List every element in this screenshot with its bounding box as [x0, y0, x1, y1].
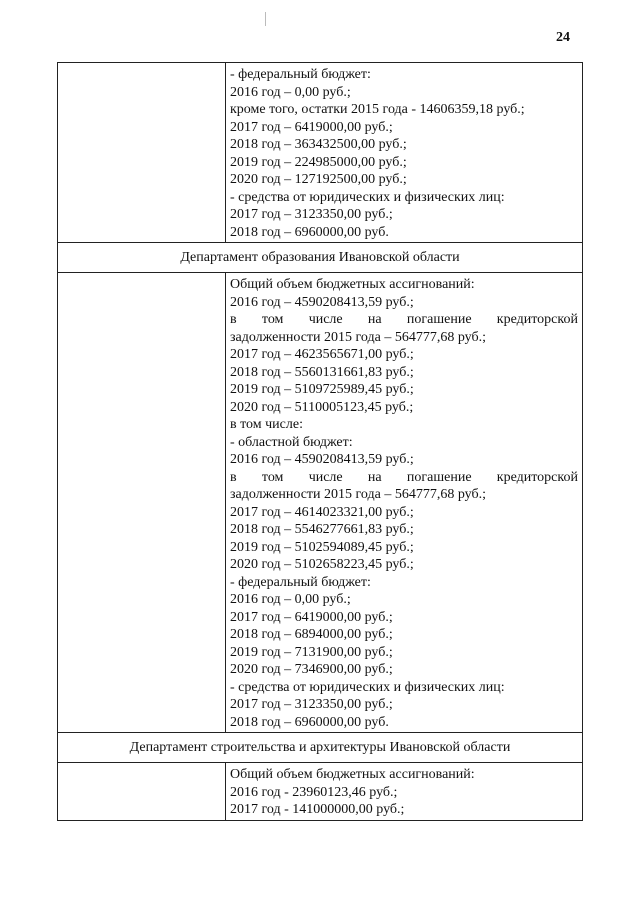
text-line: 2017 год – 6419000,00 руб.; [230, 609, 393, 625]
text-line: 2016 год – 4590208413,59 руб.; [230, 452, 414, 467]
budget-text-cell [226, 763, 583, 821]
text-line: 2017 год – 3123350,00 руб.; [230, 697, 393, 712]
left-empty-cell [58, 763, 226, 821]
budget-table [57, 62, 583, 821]
text-line: 2017 год – 4623565671,00 руб.; [230, 347, 414, 362]
top-crop-mark [265, 12, 266, 26]
text-line: 2020 год – 7346900,00 руб.; [230, 662, 393, 677]
text-line: 2020 год – 5110005123,45 руб.; [230, 399, 414, 415]
word: в [230, 312, 237, 327]
word: том [261, 312, 284, 327]
text-line: кроме того, остатки 2015 года - 14606359,18 руб.; [230, 102, 525, 117]
text-line: 2017 год - 141000000,00 руб.; [230, 802, 405, 817]
left-empty-cell [58, 273, 226, 733]
text-line: - областной бюджет: [230, 434, 353, 450]
word: на [367, 312, 382, 327]
text-line: 2018 год – 6894000,00 руб.; [230, 627, 393, 642]
table-row [58, 63, 583, 243]
text-line: 2020 год – 5102658223,45 руб.; [230, 557, 414, 572]
department-header: Департамент образования Ивановской области [58, 243, 583, 273]
table-row [58, 243, 583, 273]
word: числе [308, 312, 343, 327]
text-line: 2016 год – 0,00 руб.; [230, 84, 351, 100]
budget-text-cell [226, 273, 583, 733]
justified-text-line [230, 469, 578, 487]
text-line: 2017 год – 4614023321,00 руб.; [230, 504, 414, 520]
text-line: 2018 год – 6960000,00 руб. [230, 224, 389, 240]
text-line: Общий объем бюджетных ассигнований: [230, 767, 475, 782]
text-line: задолженности 2015 года – 564777,68 руб.; [230, 329, 486, 345]
table-row [58, 733, 583, 763]
text-line: 2016 год – 4590208413,59 руб.; [230, 294, 414, 310]
left-empty-cell [58, 63, 226, 243]
text-line: задолженности 2015 года – 564777,68 руб.; [230, 487, 486, 502]
text-line: 2020 год – 127192500,00 руб.; [230, 172, 407, 187]
word: кредиторской [496, 312, 578, 327]
budget-text-cell [226, 63, 583, 243]
text-line: - федеральный бюджет: [230, 67, 371, 82]
text-line: 2016 год - 23960123,46 руб.; [230, 784, 398, 800]
text-line: - средства от юридических и физических лиц: [230, 679, 505, 695]
text-line: 2018 год – 363432500,00 руб.; [230, 137, 407, 152]
word: погашение [406, 312, 472, 327]
text-line: 2018 год – 5546277661,83 руб.; [230, 522, 414, 537]
text-line: - федеральный бюджет: [230, 574, 371, 590]
text-line: 2018 год – 6960000,00 руб. [230, 714, 389, 730]
text-line: 2019 год – 224985000,00 руб.; [230, 154, 407, 170]
text-line: 2018 год – 5560131661,83 руб.; [230, 364, 414, 380]
text-line: 2019 год – 5109725989,45 руб.; [230, 382, 414, 397]
text-line: 2019 год – 7131900,00 руб.; [230, 644, 393, 660]
table-row [58, 763, 583, 821]
table-row [58, 273, 583, 733]
word: кредиторской [496, 469, 578, 485]
text-line: Общий объем бюджетных ассигнований: [230, 277, 475, 292]
word: погашение [406, 469, 472, 485]
text-line: 2017 год – 3123350,00 руб.; [230, 207, 393, 222]
word: числе [308, 469, 343, 485]
department-header: Департамент строительства и архитектуры Ивановской области [58, 733, 583, 763]
page-number: 24 [556, 30, 570, 45]
justified-text-line [230, 311, 578, 329]
word: на [367, 469, 382, 485]
text-line: 2016 год – 0,00 руб.; [230, 592, 351, 607]
word: том [261, 469, 284, 485]
text-line: 2017 год – 6419000,00 руб.; [230, 119, 393, 135]
text-line: - средства от юридических и физических лиц: [230, 189, 505, 205]
word: в [230, 469, 237, 485]
text-line: в том числе: [230, 417, 303, 432]
text-line: 2019 год – 5102594089,45 руб.; [230, 539, 414, 555]
